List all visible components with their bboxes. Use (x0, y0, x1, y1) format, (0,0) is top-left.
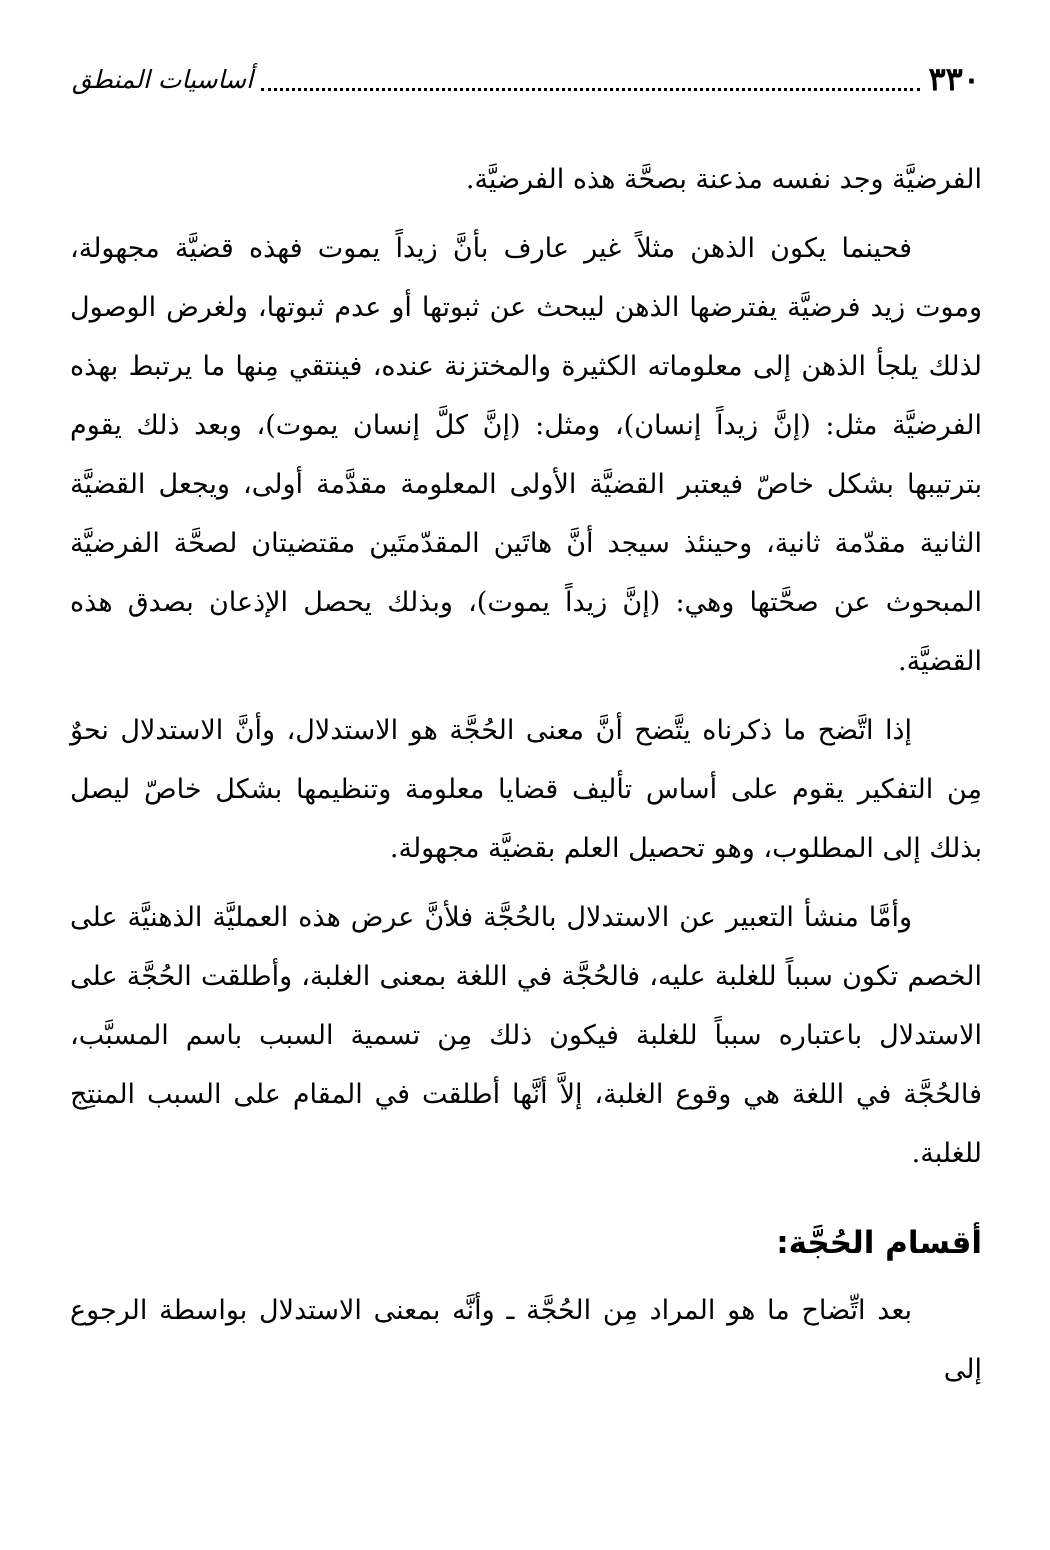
book-title: أساسيات المنطق (72, 64, 254, 94)
paragraph-origin: وأمَّا منشأ التعبير عن الاستدلال بالحُجَّة فلأنَّ عرض هذه العمليَّة الذهنيَّة على الخصم تكون سبباً للغلبة عليه، فالحُجَّة في اللغة بمعنى الغلبة، وأطلقت الحُجَّة على الاستدلال باعتباره سبباً للغلبة فيكون ذلك مِن تسمية السبب باسم المسبَّب، فالحُجَّة في اللغة هي وقوع الغلبة، إلاَّ أنَّها أطلقت في المقام على السبب المنتِج للغلبة. (70, 902, 982, 1169)
paragraph-continuation: الفرضيَّة وجد نفسه مذعنة بصحَّة هذه الفرضيَّة. (465, 164, 982, 195)
page-body (70, 150, 982, 1399)
paragraph-definition: إذا اتَّضح ما ذكرناه يتَّضح أنَّ معنى الحُجَّة هو الاستدلال، وأنَّ الاستدلال نحوٌ مِن التفكير يقوم على أساس تأليف قضايا معلومة وتنظيمها بشكل خاصّ ليصل بذلك إلى المطلوب، وهو تحصيل العلم بقضيَّة مجهولة. (70, 715, 982, 864)
running-header (72, 56, 980, 102)
page-number: ٣٣٠ (928, 60, 980, 98)
paragraph-example: فحينما يكون الذهن مثلاً غير عارف بأنَّ زيداً يموت فهذه قضيَّة مجهولة، وموت زيد فرضيَّة يفترضها الذهن ليبحث عن ثبوتها أو عدم ثبوتها، ولغرض الوصول لذلك يلجأ الذهن إلى معلوماته الكثيرة والمختزنة عنده، فينتقي مِنها ما يرتبط بهذه الفرضيَّة مثل: (إنَّ زيداً إنسان)، ومثل: (إنَّ كلَّ إنسان يموت)، وبعد ذلك يقوم بترتيبها بشكل خاصّ فيعتبر القضيَّة الأولى المعلومة مقدَّمة أولى، ويجعل القضيَّة الثانية مقدّمة ثانية، وحينئذ سيجد أنَّ هاتَين المقدّمتَين مقتضيتان لصحَّة الفرضيَّة المبحوث عن صحَّتها وهي: (إنَّ زيداً يموت)، وبذلك يحصل الإذعان بصدق هذه القضيَّة. (70, 233, 982, 677)
paragraph-section-start: بعد اتِّضاح ما هو المراد مِن الحُجَّة ـ وأنَّه بمعنى الاستدلال بواسطة الرجوع إلى (70, 1295, 982, 1385)
dotted-leader (261, 88, 920, 91)
section-heading: أقسام الحُجَّة: (776, 1225, 982, 1261)
